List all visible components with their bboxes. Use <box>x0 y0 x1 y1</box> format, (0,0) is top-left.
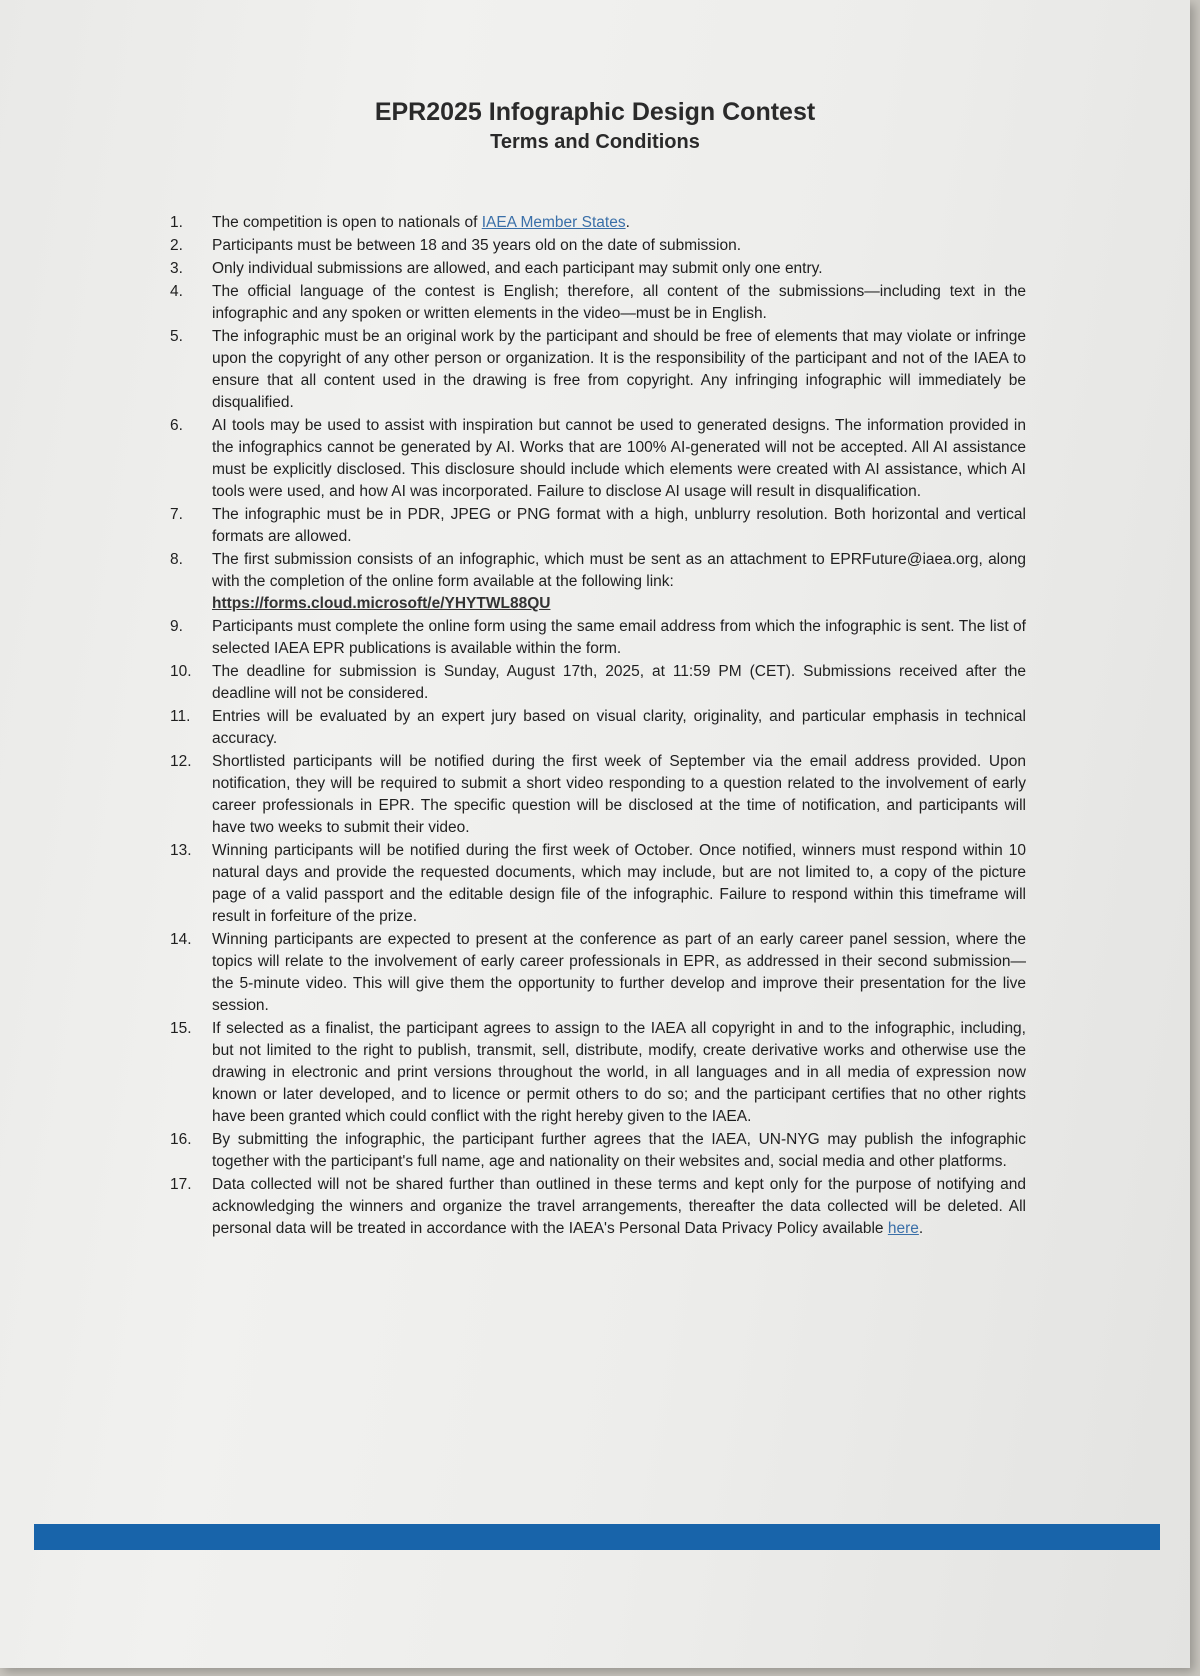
term-item <box>170 1129 1026 1173</box>
term-item <box>170 661 1026 705</box>
term-item <box>170 929 1026 1017</box>
term-text: The first submission consists of an infographic, which must be sent as an attachment to EPRFuture@iaea.org, along with the completion of the online form available at the following link: https://forms.cloud.microsoft/e/YHYTWL88QU <box>212 551 1026 612</box>
term-text: The official language of the contest is English; therefore, all content of the submissions—including text in the infographic and any spoken or written elements in the video—must be in English. <box>212 283 1026 322</box>
term-text: The infographic must be in PDR, JPEG or PNG format with a high, unblurry resolution. Both horizontal and vertical formats are allowed. <box>212 506 1026 545</box>
term-number: 9. <box>170 618 183 635</box>
term-text: Shortlisted participants will be notified during the first week of September via the email address provided. Upon notification, they will be required to submit a short video responding to a question related to the involvement of early career professionals in EPR. The specific question will be disclosed at the time of notification, and participants will have two weeks to submit their video. <box>212 753 1026 836</box>
term-number: 14. <box>170 931 192 948</box>
iaea-member-states-link[interactable]: IAEA Member States <box>481 214 626 231</box>
term-text: The deadline for submission is Sunday, August 17th, 2025, at 11:59 PM (CET). Submissions received after the deadline will not be considered. <box>212 663 1026 702</box>
term-item <box>170 415 1026 503</box>
term-item <box>170 616 1026 660</box>
term-text: Data collected will not be shared further than outlined in these terms and kept only for the purpose of notifying and acknowledging the winners and organize the travel arrangements, thereafter the data collected will be deleted. All personal data will be treated in accordance with the IAEA's Personal Data Privacy Policy available here. <box>212 1176 1026 1237</box>
term-text: Participants must be between 18 and 35 years old on the date of submission. <box>212 237 742 254</box>
term-item <box>170 235 1026 257</box>
term-number: 8. <box>170 551 183 568</box>
term-text: The infographic must be an original work by the participant and should be free of elements that may violate or infringe upon the copyright of any other person or organization. It is the responsibility of the participant and not of the IAEA to ensure that all content used in the drawing is free from copyright. Any infringing infographic will immediately be disqualified. <box>212 328 1026 411</box>
term-item <box>170 1174 1026 1240</box>
term-item <box>170 840 1026 928</box>
term-item <box>170 504 1026 548</box>
term-number: 5. <box>170 328 183 345</box>
term-number: 7. <box>170 506 183 523</box>
term-number: 16. <box>170 1131 192 1148</box>
term-text: Winning participants will be notified during the first week of October. Once notified, winners must respond within 10 natural days and provide the requested documents, which may include, but are not limited to, a copy of the picture page of a valid passport and the editable design file of the infographic. Failure to respond within this timeframe will result in forfeiture of the prize. <box>212 842 1026 925</box>
term-item <box>170 326 1026 414</box>
document-subtitle: Terms and Conditions <box>490 131 700 153</box>
term-text: If selected as a finalist, the participant agrees to assign to the IAEA all copyright in and to the infographic, including, but not limited to the right to publish, transmit, sell, distribute, modify, create derivative works and otherwise use the drawing in electronic and print versions throughout the world, in all languages and in all media of expression now known or later developed, and to licence or permit others to do so; and the participant certifies that no other rights have been granted which could conflict with the right hereby given to the IAEA. <box>212 1020 1026 1125</box>
term-text: Entries will be evaluated by an expert jury based on visual clarity, originality, and particular emphasis in technical accuracy. <box>212 708 1026 747</box>
term-item <box>170 751 1026 839</box>
online-form-link[interactable]: https://forms.cloud.microsoft/e/YHYTWL88QU <box>212 595 551 612</box>
term-number: 2. <box>170 237 183 254</box>
term-number: 3. <box>170 260 183 277</box>
term-number: 17. <box>170 1176 192 1193</box>
term-number: 12. <box>170 753 192 770</box>
term-number: 13. <box>170 842 192 859</box>
term-number: 6. <box>170 417 183 434</box>
term-item <box>170 549 1026 615</box>
term-text: Only individual submissions are allowed, and each participant may submit only one entry. <box>212 260 823 277</box>
term-text: Winning participants are expected to present at the conference as part of an early career panel session, where the topics will relate to the involvement of early career professionals in EPR, as addressed in their second submission—the 5-minute video. This will give them the opportunity to further develop and improve their presentation for the live session. <box>212 931 1026 1014</box>
term-item <box>170 281 1026 325</box>
term-number: 1. <box>170 214 183 231</box>
term-number: 10. <box>170 663 192 680</box>
term-text: The competition is open to nationals of IAEA Member States. <box>212 214 630 231</box>
term-item <box>170 258 1026 280</box>
footer-accent-bar <box>34 1524 1160 1550</box>
term-item <box>170 706 1026 750</box>
term-number: 11. <box>170 708 191 725</box>
term-number: 15. <box>170 1020 192 1037</box>
term-number: 4. <box>170 283 183 300</box>
term-text: By submitting the infographic, the participant further agrees that the IAEA, UN-NYG may publish the infographic together with the participant's full name, age and nationality on their websites and, social media and other platforms. <box>212 1131 1026 1170</box>
term-item <box>170 212 1026 234</box>
document-title: EPR2025 Infographic Design Contest <box>374 98 816 126</box>
terms-list <box>170 212 1026 1241</box>
term-item <box>170 1018 1026 1128</box>
privacy-policy-link[interactable]: here <box>887 1220 919 1237</box>
document-header <box>0 96 1190 156</box>
term-text: Participants must complete the online form using the same email address from which the infographic is sent. The list of selected IAEA EPR publications is available within the form. <box>212 618 1026 657</box>
term-text: AI tools may be used to assist with inspiration but cannot be used to generated designs. The information provided in the infographics cannot be generated by AI. Works that are 100% AI-generated will not be accepted. All AI assistance must be explicitly disclosed. This disclosure should include which elements were created with AI assistance, which AI tools were used, and how AI was incorporated. Failure to disclose AI usage will result in disqualification. <box>212 417 1026 500</box>
